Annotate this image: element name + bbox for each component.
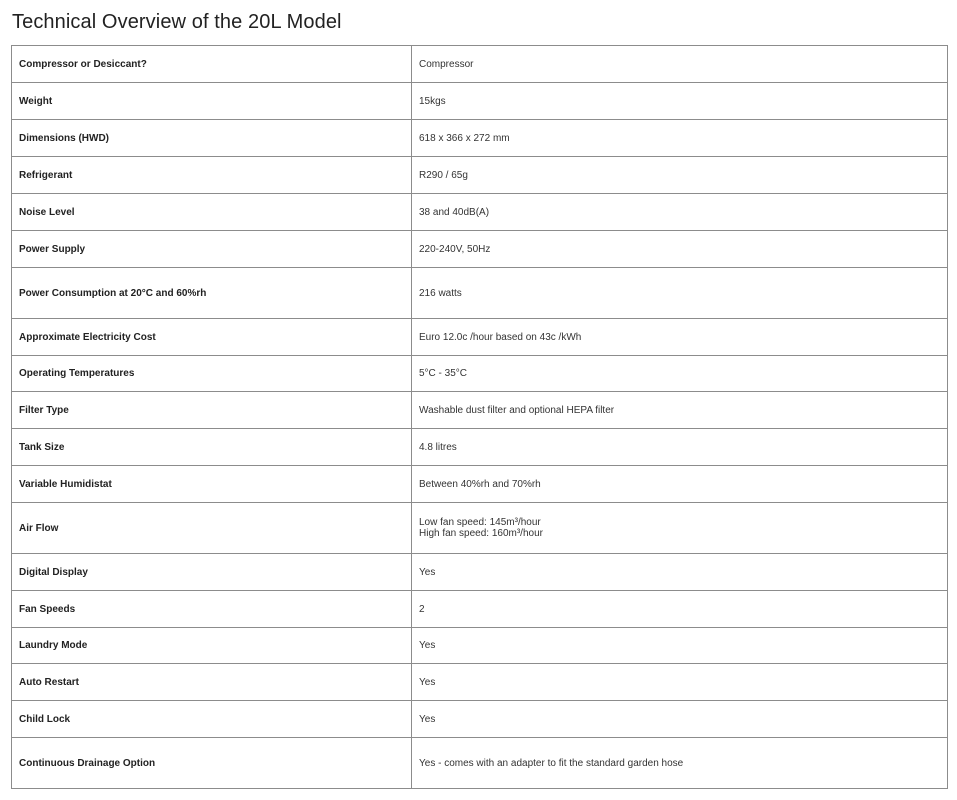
spec-label: Power Consumption at 20°C and 60%rh <box>12 268 412 319</box>
spec-value: Yes <box>412 664 948 701</box>
spec-label: Digital Display <box>12 554 412 591</box>
spec-value: 216 watts <box>412 268 948 319</box>
spec-table <box>11 45 948 789</box>
spec-label: Refrigerant <box>12 157 412 194</box>
spec-label: Noise Level <box>12 194 412 231</box>
table-row <box>12 83 948 120</box>
spec-value: 38 and 40dB(A) <box>412 194 948 231</box>
table-row <box>12 46 948 83</box>
spec-value: R290 / 65g <box>412 157 948 194</box>
spec-value: Compressor <box>412 46 948 83</box>
spec-label: Child Lock <box>12 701 412 738</box>
table-row <box>12 738 948 789</box>
table-row <box>12 429 948 466</box>
table-row <box>12 664 948 701</box>
spec-value: Euro 12.0c /hour based on 43c /kWh <box>412 319 948 356</box>
spec-label: Operating Temperatures <box>12 356 412 392</box>
spec-value: 618 x 366 x 272 mm <box>412 120 948 157</box>
page-title: Technical Overview of the 20L Model <box>12 11 342 33</box>
spec-label: Continuous Drainage Option <box>12 738 412 789</box>
spec-value: 5°C - 35°C <box>412 356 948 392</box>
table-row <box>12 554 948 591</box>
spec-value: 2 <box>412 591 948 628</box>
table-row <box>12 231 948 268</box>
table-row <box>12 701 948 738</box>
spec-value: Yes <box>412 628 948 664</box>
spec-value: Yes <box>412 554 948 591</box>
spec-value: Yes <box>412 701 948 738</box>
table-row <box>12 466 948 503</box>
table-row <box>12 268 948 319</box>
spec-label: Approximate Electricity Cost <box>12 319 412 356</box>
spec-label: Dimensions (HWD) <box>12 120 412 157</box>
spec-value: Between 40%rh and 70%rh <box>412 466 948 503</box>
spec-label: Laundry Mode <box>12 628 412 664</box>
spec-label: Fan Speeds <box>12 591 412 628</box>
spec-value: Yes - comes with an adapter to fit the standard garden hose <box>412 738 948 789</box>
table-row <box>12 157 948 194</box>
spec-label: Filter Type <box>12 392 412 429</box>
spec-value: Washable dust filter and optional HEPA filter <box>412 392 948 429</box>
spec-label: Tank Size <box>12 429 412 466</box>
spec-value: 4.8 litres <box>412 429 948 466</box>
table-row <box>12 591 948 628</box>
table-row <box>12 392 948 429</box>
spec-value: 15kgs <box>412 83 948 120</box>
spec-label: Weight <box>12 83 412 120</box>
spec-value: Low fan speed: 145m³/hour High fan speed: 160m³/hour <box>412 503 948 554</box>
spec-label: Variable Humidistat <box>12 466 412 503</box>
spec-label: Compressor or Desiccant? <box>12 46 412 83</box>
table-row <box>12 319 948 356</box>
table-row <box>12 120 948 157</box>
table-row <box>12 356 948 392</box>
table-row <box>12 503 948 554</box>
spec-label: Auto Restart <box>12 664 412 701</box>
spec-label: Power Supply <box>12 231 412 268</box>
spec-label: Air Flow <box>12 503 412 554</box>
table-row <box>12 194 948 231</box>
spec-value: 220-240V, 50Hz <box>412 231 948 268</box>
table-row <box>12 628 948 664</box>
